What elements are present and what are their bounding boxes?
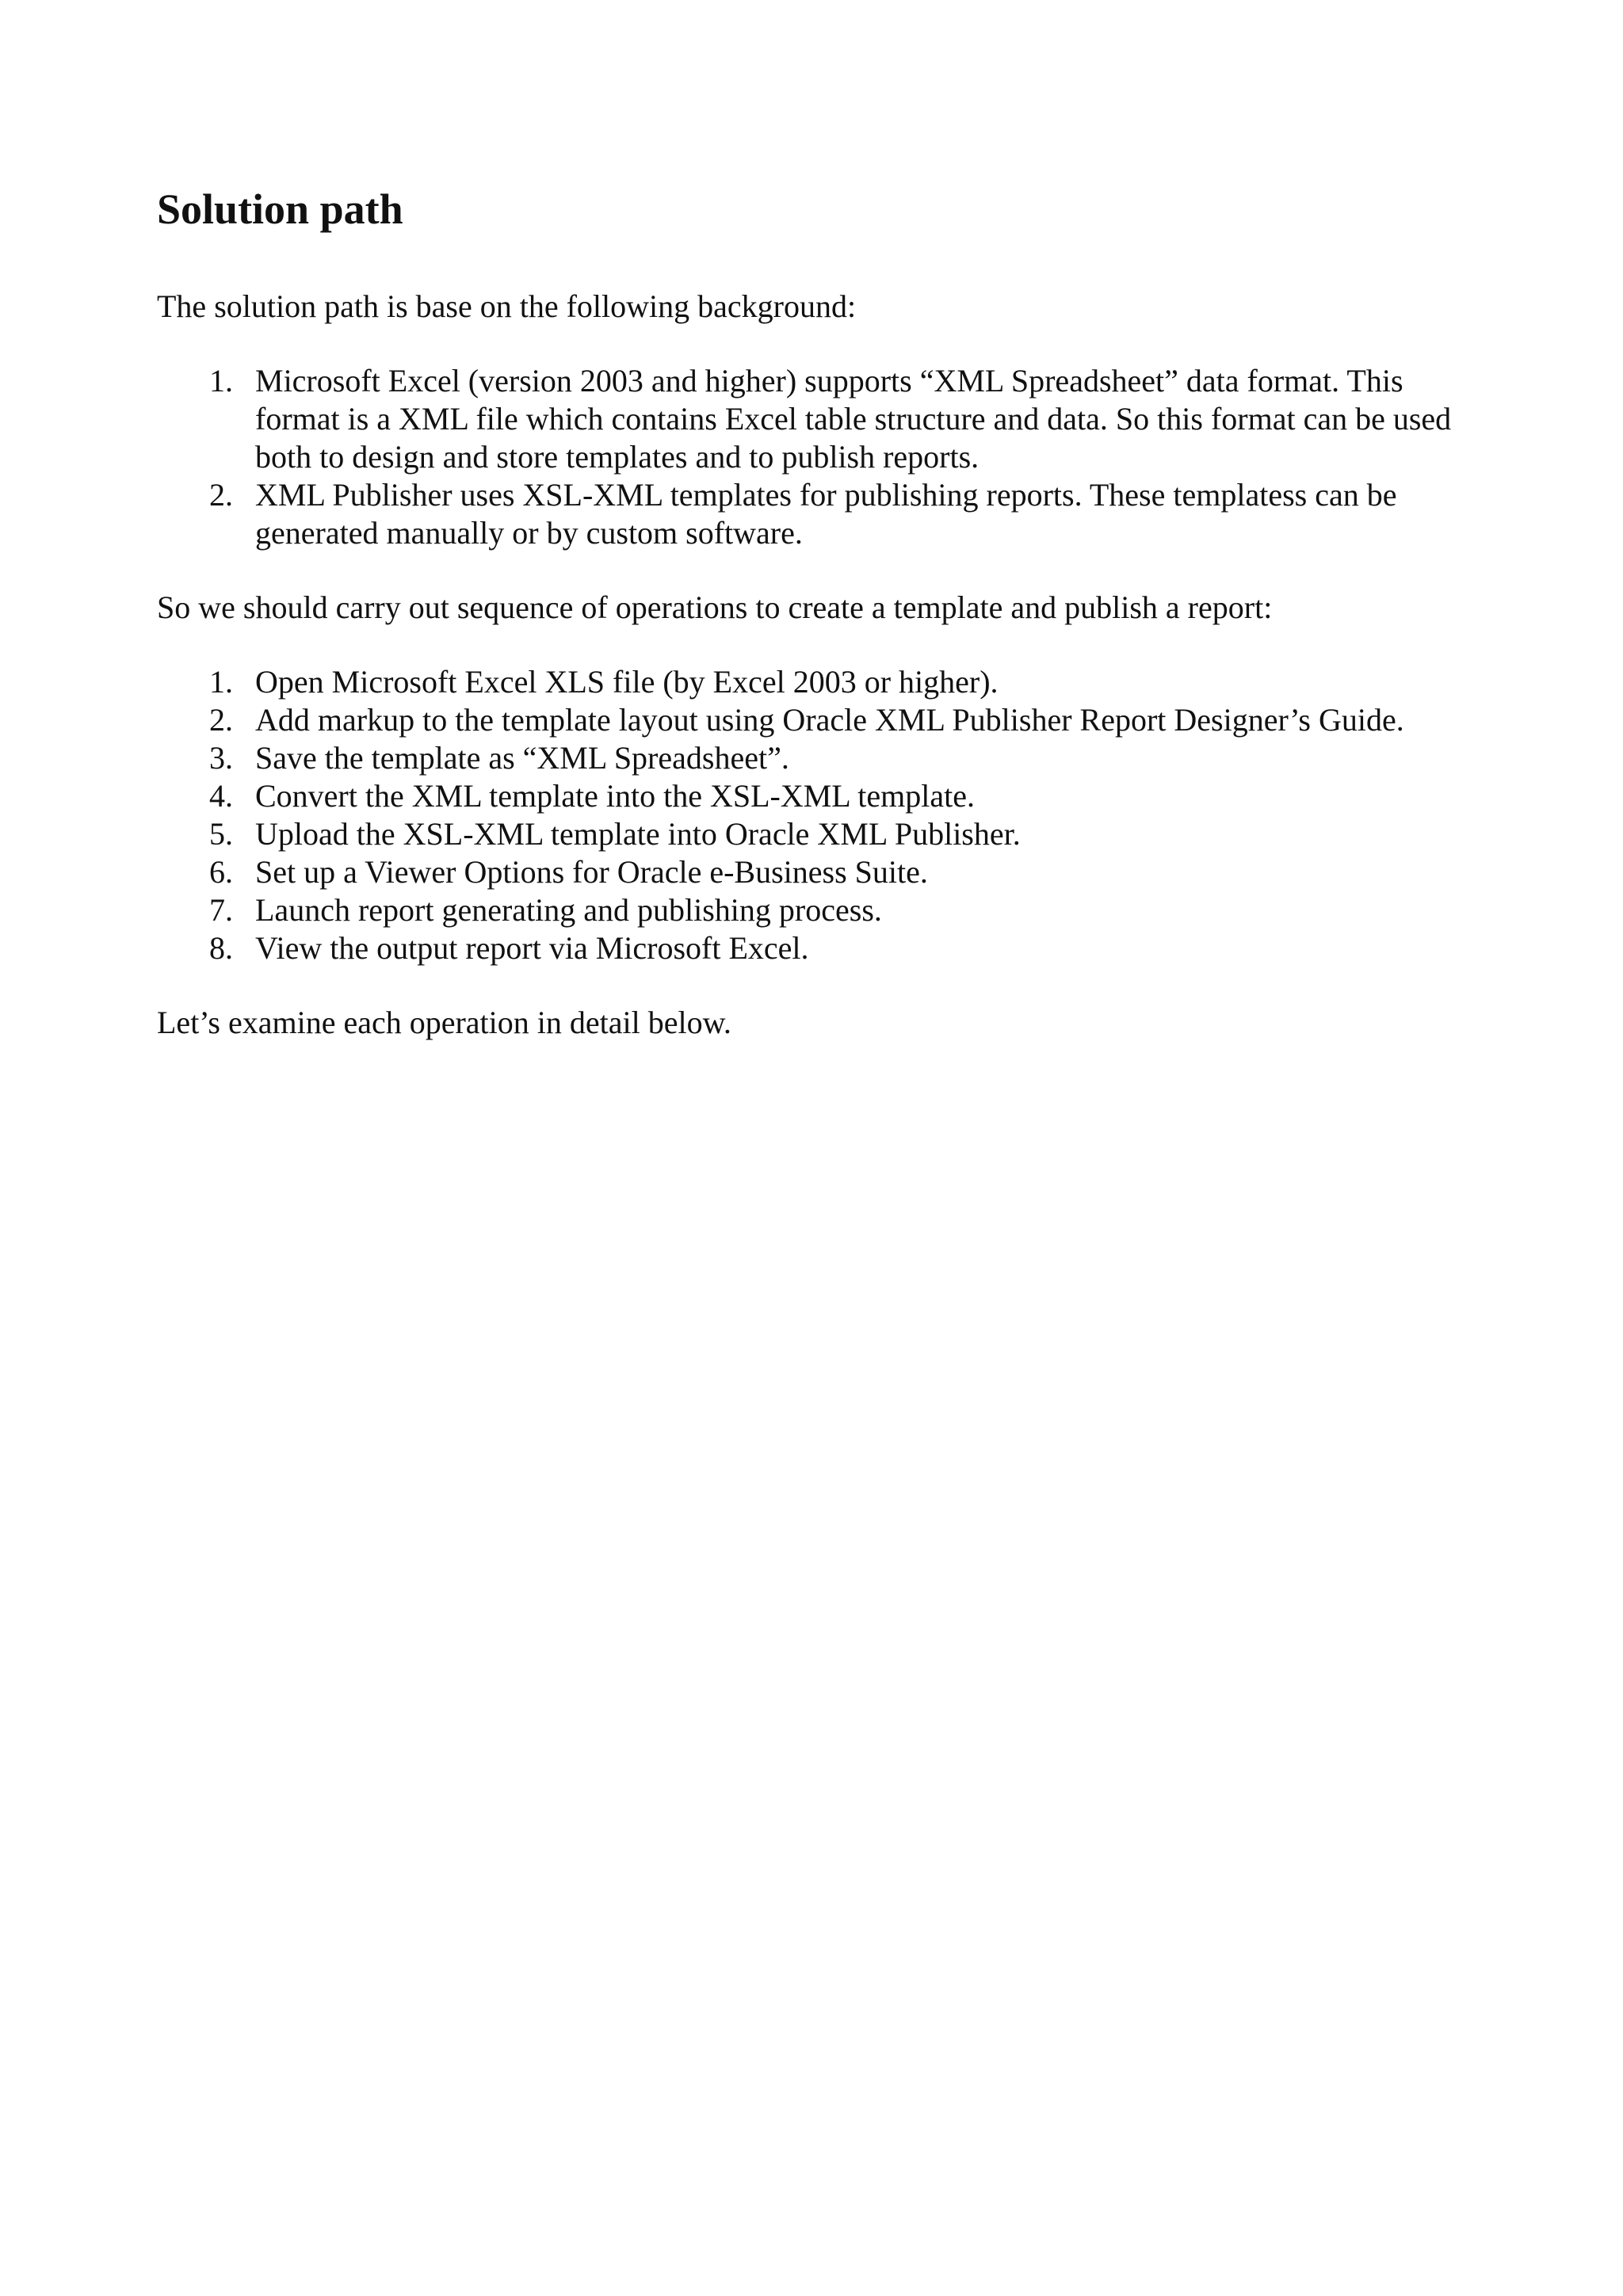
list-item [157, 362, 1472, 476]
list-item [157, 891, 1472, 929]
list-item [157, 739, 1472, 777]
list-number: 1. [209, 363, 233, 399]
intro-paragraph: The solution path is base on the following background: [157, 288, 857, 325]
list-item-text: Microsoft Excel (version 2003 and higher) supports “XML Spreadsheet” data format. This format is a XML file which contains Excel table structure and data. So this format can be used both to design and store templates and to publish reports. [255, 363, 1452, 475]
background-list [157, 362, 1472, 552]
list-number: 8. [209, 930, 233, 967]
list-number: 2. [209, 477, 233, 513]
closing-paragraph: Let’s examine each operation in detail below. [157, 1005, 731, 1041]
list-number: 2. [209, 702, 233, 738]
document-page [157, 186, 1472, 1042]
list-item-text: Add markup to the template layout using Oracle XML Publisher Report Designer’s Guide. [255, 702, 1404, 738]
list-item [157, 663, 1472, 701]
list-item-text: Open Microsoft Excel XLS file (by Excel 2003 or higher). [255, 664, 999, 700]
list-number: 3. [209, 740, 233, 776]
section-heading: Solution path [157, 185, 403, 233]
list-item-text: XML Publisher uses XSL-XML templates for publishing reports. These templatess can be generated manually or by custom software. [255, 477, 1397, 551]
list-item-text: View the output report via Microsoft Excel. [255, 930, 809, 967]
list-item [157, 701, 1472, 739]
list-item [157, 777, 1472, 815]
list-item [157, 853, 1472, 891]
list-item [157, 476, 1472, 552]
sequence-intro-paragraph: So we should carry out sequence of operations to create a template and publish a report: [157, 589, 1273, 626]
list-item [157, 815, 1472, 853]
list-number: 7. [209, 892, 233, 929]
list-item-text: Save the template as “XML Spreadsheet”. [255, 740, 789, 776]
list-item-text: Upload the XSL-XML template into Oracle XML Publisher. [255, 816, 1021, 852]
list-item-text: Set up a Viewer Options for Oracle e-Business Suite. [255, 854, 928, 891]
list-number: 6. [209, 854, 233, 891]
list-item-text: Convert the XML template into the XSL-XML template. [255, 778, 975, 814]
list-number: 4. [209, 778, 233, 814]
list-item-text: Launch report generating and publishing process. [255, 892, 882, 929]
list-number: 1. [209, 664, 233, 700]
operations-list [157, 663, 1472, 967]
list-number: 5. [209, 816, 233, 852]
list-item [157, 929, 1472, 967]
